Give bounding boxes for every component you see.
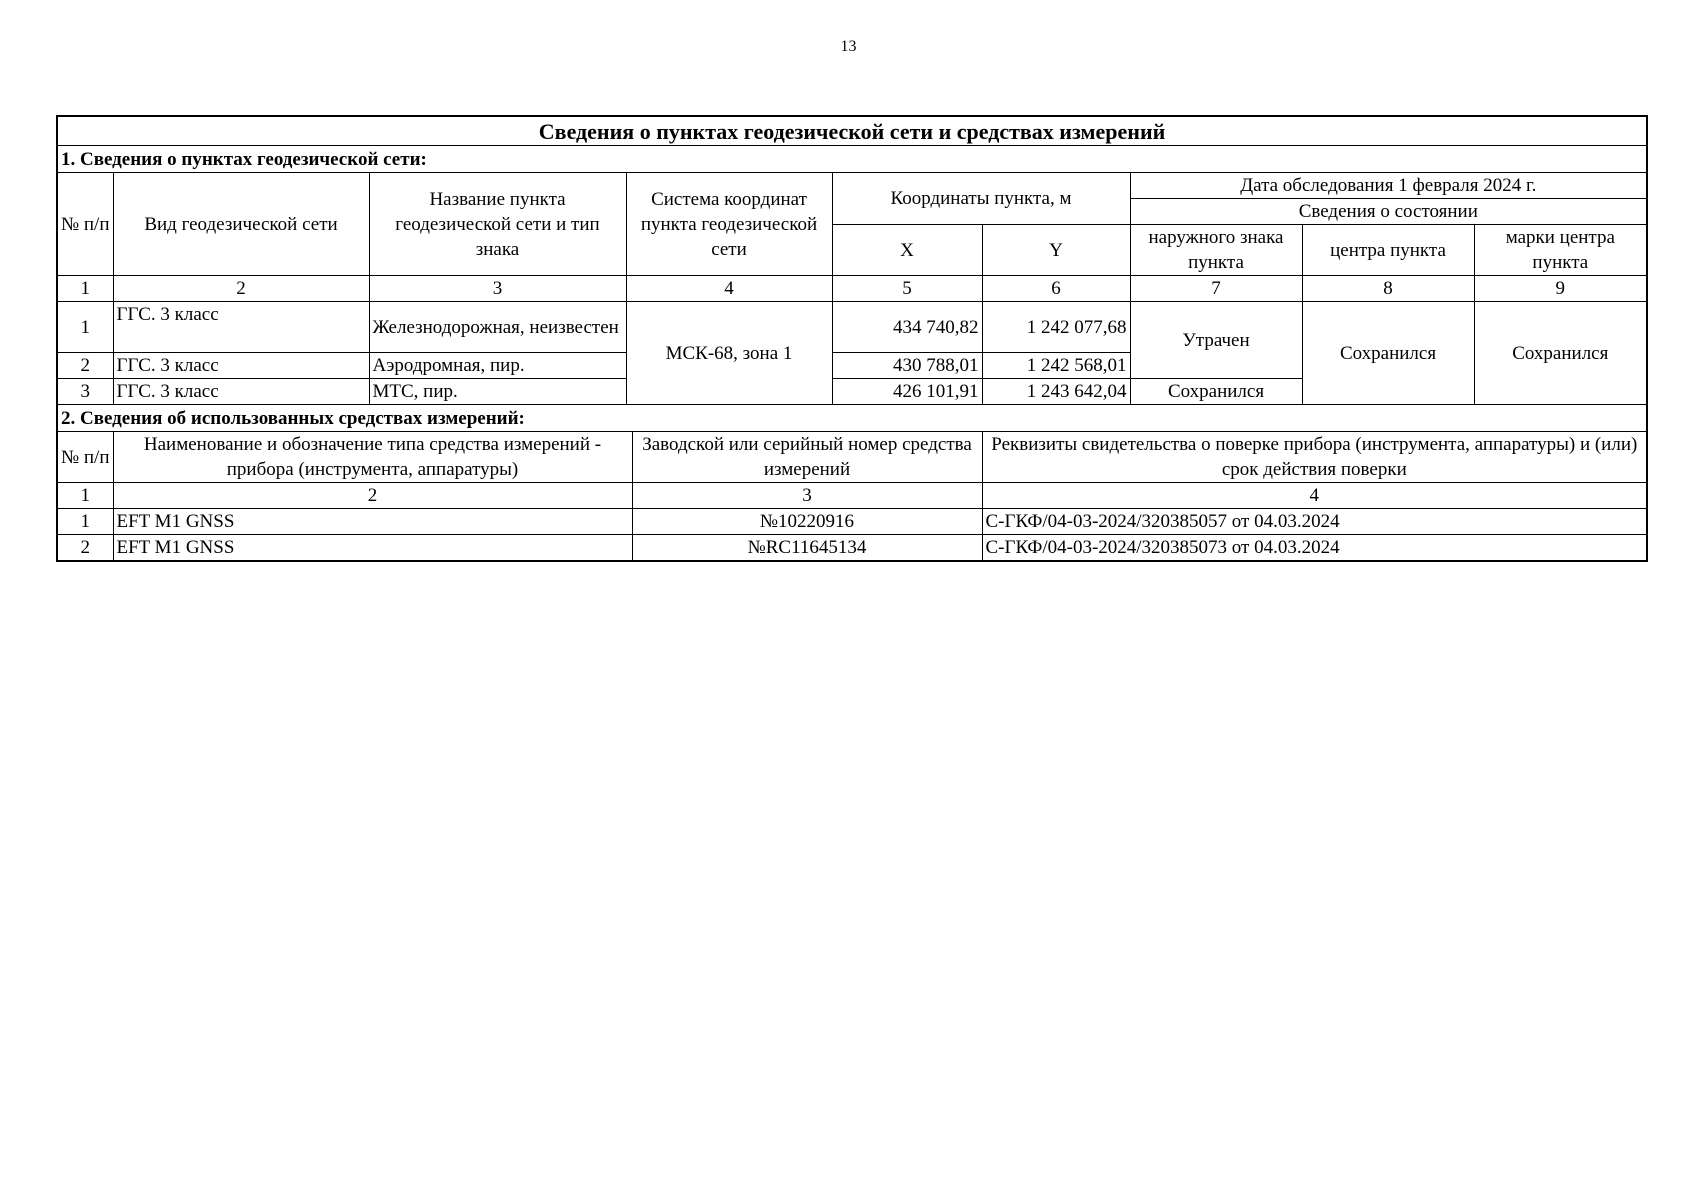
col-number: 6 <box>982 276 1130 302</box>
geodetic-table <box>56 115 1648 562</box>
s2-row-instrument: EFT M1 GNSS <box>113 535 632 562</box>
s2-header-serial: Заводской или серийный номер средства измерений <box>632 432 982 483</box>
section1-heading: 1. Сведения о пунктах геодезической сети: <box>57 146 1647 173</box>
table-row <box>57 509 1647 535</box>
header-state-info: Сведения о состоянии <box>1130 199 1647 225</box>
section2-heading: 2. Сведения об использованных средствах измерений: <box>57 405 1647 432</box>
s2-row-num: 1 <box>57 509 113 535</box>
s2-col-number: 4 <box>982 483 1647 509</box>
col-number: 2 <box>113 276 369 302</box>
s2-header-certificate: Реквизиты свидетельства о поверке прибора (инструмента, аппаратуры) и (или) срок действия поверки <box>982 432 1647 483</box>
row-num: 2 <box>57 353 113 379</box>
header-coord-system: Система координат пункта геодезической сети <box>626 173 832 276</box>
row-x: 430 788,01 <box>832 353 982 379</box>
header-y: Y <box>982 225 1130 276</box>
s2-col-number: 1 <box>57 483 113 509</box>
row-network-type: ГГС. 3 класс <box>113 379 369 405</box>
col-number: 5 <box>832 276 982 302</box>
table-row <box>57 302 1647 353</box>
col-number: 7 <box>1130 276 1302 302</box>
row-x: 426 101,91 <box>832 379 982 405</box>
row-num: 3 <box>57 379 113 405</box>
header-num: № п/п <box>57 173 113 276</box>
header-x: X <box>832 225 982 276</box>
header-center-mark: марки центра пункта <box>1474 225 1647 276</box>
col-number: 8 <box>1302 276 1474 302</box>
outer-sign-lost: Утрачен <box>1130 302 1302 379</box>
s2-row-instrument: EFT M1 GNSS <box>113 509 632 535</box>
outer-sign-kept: Сохранился <box>1130 379 1302 405</box>
header-outer-sign: наружного знака пункта <box>1130 225 1302 276</box>
header-center: центра пункта <box>1302 225 1474 276</box>
s2-header-instrument: Наименование и обозначение типа средства измерений - прибора (инструмента, аппаратуры) <box>113 432 632 483</box>
col-number: 4 <box>626 276 832 302</box>
row-network-type: ГГС. 3 класс <box>113 302 369 353</box>
s2-row-certificate: С-ГКФ/04-03-2024/320385057 от 04.03.2024 <box>982 509 1647 535</box>
header-network-type: Вид геодезической сети <box>113 173 369 276</box>
s2-row-num: 2 <box>57 535 113 562</box>
header-point-name: Название пункта геодезической сети и тип знака <box>369 173 626 276</box>
s2-header-num: № п/п <box>57 432 113 483</box>
page-number: 13 <box>840 38 857 55</box>
s2-row-certificate: С-ГКФ/04-03-2024/320385073 от 04.03.2024 <box>982 535 1647 562</box>
row-point-name: МТС, пир. <box>369 379 626 405</box>
s2-row-serial: №10220916 <box>632 509 982 535</box>
row-y: 1 242 568,01 <box>982 353 1130 379</box>
col-number: 1 <box>57 276 113 302</box>
center-state: Сохранился <box>1302 302 1474 405</box>
header-coords: Координаты пункта, м <box>832 173 1130 225</box>
row-y: 1 243 642,04 <box>982 379 1130 405</box>
coord-system-value: МСК-68, зона 1 <box>626 302 832 405</box>
row-point-name: Железнодорожная, неизвестен <box>369 302 626 353</box>
mark-state: Сохранился <box>1474 302 1647 405</box>
s2-col-number: 3 <box>632 483 982 509</box>
row-network-type: ГГС. 3 класс <box>113 353 369 379</box>
row-num: 1 <box>57 302 113 353</box>
s2-row-serial: №RC11645134 <box>632 535 982 562</box>
s2-col-number: 2 <box>113 483 632 509</box>
row-point-name: Аэродромная, пир. <box>369 353 626 379</box>
row-y: 1 242 077,68 <box>982 302 1130 353</box>
header-survey-date: Дата обследования 1 февраля 2024 г. <box>1130 173 1647 199</box>
table-title: Сведения о пунктах геодезической сети и средствах измерений <box>57 116 1647 146</box>
row-x: 434 740,82 <box>832 302 982 353</box>
col-number: 9 <box>1474 276 1647 302</box>
table-row <box>57 535 1647 562</box>
col-number: 3 <box>369 276 626 302</box>
